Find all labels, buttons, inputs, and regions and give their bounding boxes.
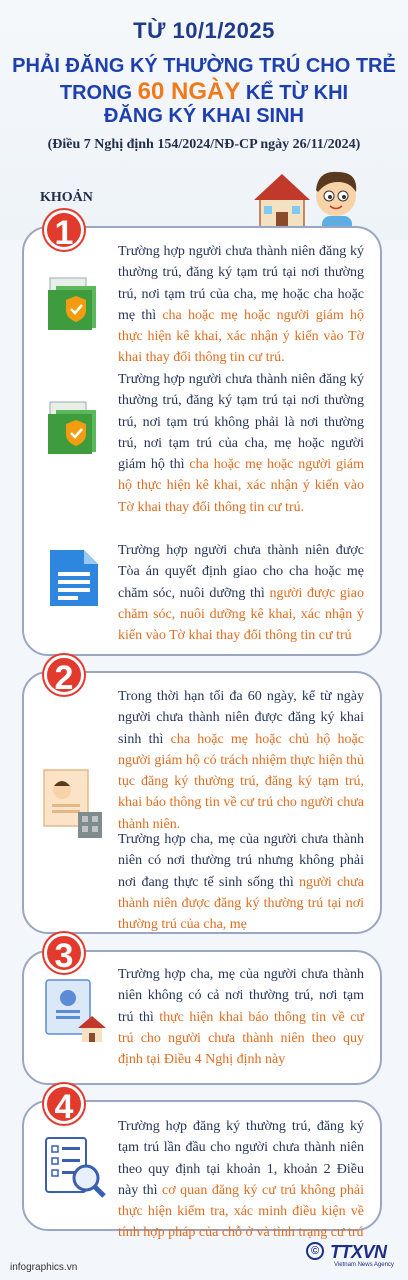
page-title-line3 [0, 78, 408, 106]
footer-site-link[interactable]: infographics.vn [10, 1262, 78, 1273]
para-text: Trường hợp đăng ký thường trú, đăng ký tạm trú lần đầu cho người chưa thành niên theo quy định tại khoản 1, khoản 2 Điều này thì [118, 1119, 364, 1198]
para-text: Trường hợp người chưa thành niên đăng ký thường trú, đăng ký tạm trú tại nơi thường trú, nơi tạm trú không phải là nơi thường trú, nơi tạm trú của cha, mẹ hoặc người giám hộ thì [118, 372, 364, 473]
shield-folder-icon [40, 396, 104, 460]
id-card-house-icon [42, 976, 108, 1046]
section-2-number-badge: 2 [44, 655, 84, 695]
shield-folder-icon [40, 272, 104, 336]
para-text: Trường hợp cha, mẹ của người chưa thành niên có nơi thường trú nhưng không phải nơi đang thực tế sinh sống thì [118, 832, 364, 890]
section-1-paragraph-1 [118, 241, 364, 369]
para-text: Trường hợp cha, mẹ của người chưa thành niên không có cả nơi thường trú, nơi tạm trú thì [118, 967, 364, 1025]
logo-subtext: Vietnam News Agency [334, 1262, 394, 1268]
checklist-icon [40, 1134, 110, 1204]
page-subtitle: (Điều 7 Nghị định 154/2024/NĐ-CP ngày 26/11/2024) [47, 137, 361, 152]
para-highlight: cha hoặc mẹ hoặc người giám hộ thực hiện kê khai, xác nhận ý kiến vào Tờ khai thay đổi thông tin cư trú. [118, 457, 364, 515]
section-3-paragraph-1 [118, 964, 364, 1070]
page-title-line4: ĐĂNG KÝ KHAI SINH [103, 105, 304, 127]
section-1-number-badge: 1 [44, 210, 84, 250]
section-3-number-badge: 3 [44, 933, 84, 973]
document-icon [44, 546, 104, 610]
section-1-paragraph-3 [118, 540, 364, 646]
section-4-paragraph-1 [118, 1116, 364, 1244]
title-post: KỂ TỪ KHI [240, 82, 349, 104]
para-highlight: cha hoặc mẹ hoặc người giám hộ thực hiện kê khai, xác nhận ý kiến vào Tờ khai thay đổi thông tin cư trú. [118, 307, 364, 366]
para-text: Trong thời hạn tối đa 60 ngày, kể từ ngày người chưa thành niên được đăng ký khai sinh thì [118, 689, 364, 747]
ttxvn-logo [306, 1242, 402, 1272]
section-2-paragraph-1 [118, 686, 364, 835]
para-highlight: người được giao chăm sóc, nuôi dưỡng kê khai, xác nhận ý kiến vào Tờ khai thay đổi thông tin cư trú [118, 585, 364, 644]
copyright-icon: © [306, 1242, 324, 1260]
section-4-number-badge: 4 [44, 1084, 84, 1124]
para-text: Trường hợp người chưa thành niên đăng ký thường trú, đăng ký tạm trú tại nơi thường trú, nơi tạm trú của cha, mẹ hoặc cha hoặc mẹ thì [118, 244, 364, 323]
para-text: Trường hợp người chưa thành niên được Tòa án quyết định giao cho cha hoặc mẹ chăm sóc, nuôi dưỡng thì [118, 543, 364, 601]
section-1-paragraph-2 [118, 369, 364, 518]
para-highlight: thực hiện khai báo thông tin về cư trú cho người chưa thành niên theo quy định tại Điều 4 Nghị định này [118, 1009, 365, 1068]
title-highlight: 60 NGÀY [137, 78, 241, 105]
birth-certificate-icon [40, 766, 106, 840]
section-2-paragraph-2 [118, 829, 364, 935]
logo-text: TTXVN [330, 1242, 387, 1262]
page-title-line2: PHẢI ĐĂNG KÝ THƯỜNG TRÚ CHO TRẺ [12, 55, 396, 77]
khoan-label: KHOẢN [40, 190, 93, 205]
para-highlight: người chưa thành niên được đăng ký thường trú tại nơi thường trú của cha, mẹ [118, 874, 364, 933]
para-highlight: cơ quan đăng ký cư trú không phải thực hiện kiểm tra, xác minh điều kiện về tính hợp pháp của chỗ ở và tình trạng cư trú [118, 1182, 364, 1241]
page-title-date: TỪ 10/1/2025 [133, 18, 275, 43]
para-highlight: cha hoặc mẹ hoặc chủ hộ hoặc người giám hộ có trách nhiệm thực hiện thủ tục đăng ký thường trú, đăng ký tạm trú, khai báo thông tin về cư trú cho người chưa thành niên. [118, 731, 364, 832]
title-pre: TRONG [59, 82, 138, 104]
